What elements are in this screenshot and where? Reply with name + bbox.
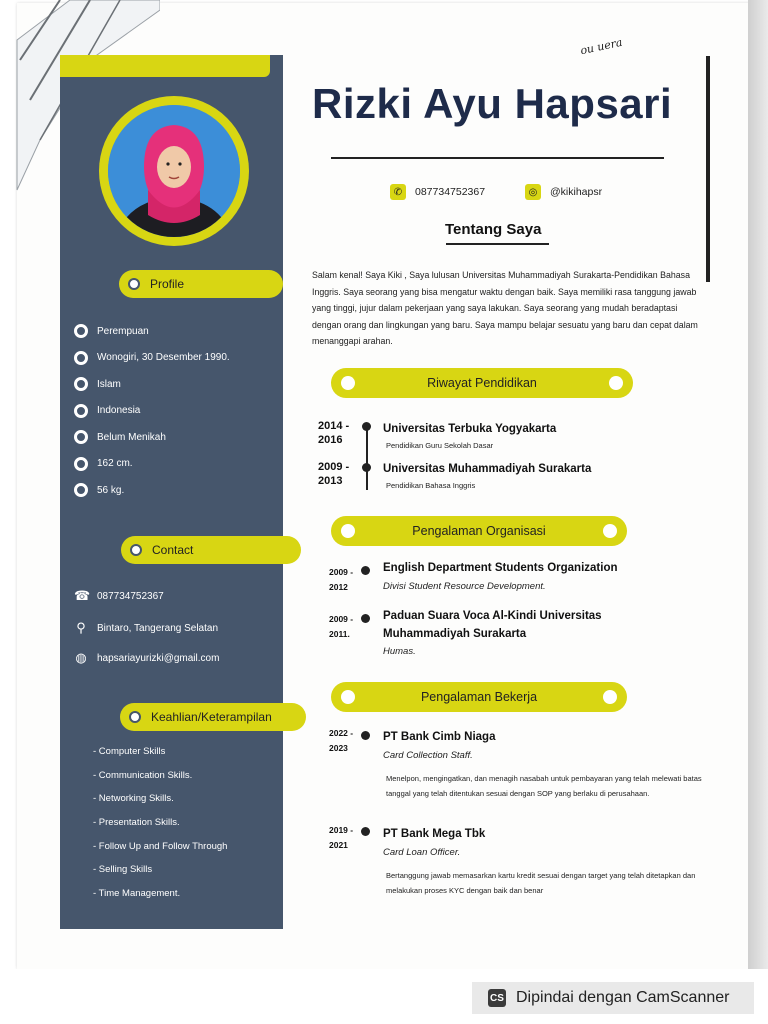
ring-bullet-icon: [74, 483, 88, 497]
about-text: Salam kenal! Saya Kiki , Saya lulusan Universitas Muhammadiyah Surakarta-Pendidikan Bahasa Inggris. Saya seorang yang bisa mengatur waktu dengan baik. Saya memiliki rasa tanggung jawab yang tinggi, jujur dalam pekerjaan yang saya lakukan. Saya seorang yang mudah beradaptasi dengan orang dan lingkungan yang baru. Saya mampu belajar sesuatu yang baru dan cepat dalam menanggapi arahan.: [312, 270, 698, 346]
education-year: 2009 - 2013: [318, 461, 350, 487]
profile-item: Islam: [74, 371, 230, 398]
timeline-dot: [361, 614, 370, 623]
education-major: Pendidikan Guru Sekolah Dasar: [386, 441, 494, 450]
skill-item: - Selling Skills: [93, 864, 153, 876]
ring-bullet-icon: [74, 457, 88, 471]
circle-icon: [609, 376, 623, 390]
circle-icon: [341, 690, 355, 704]
work-title: Pengalaman Bekerja: [420, 690, 538, 704]
contact-section-header: [121, 536, 301, 564]
contact-label: Contact: [152, 543, 194, 557]
page-edge-shadow: [748, 0, 768, 970]
skill-item: - Time Management.: [93, 888, 181, 900]
ring-bullet-icon: [74, 377, 88, 391]
contact-address-row: [74, 620, 218, 636]
scanner-text: Dipindai dengan CamScanner: [516, 989, 730, 1006]
resume-name: Rizki Ayu Hapsari: [312, 80, 673, 127]
circle-icon: [130, 544, 142, 556]
location-pin-icon: ⚲: [76, 620, 86, 635]
profile-item: Belum Menikah: [74, 424, 230, 451]
skills-list: [93, 746, 227, 912]
ring-bullet-icon: [74, 430, 88, 444]
profile-item: Wonogiri, 30 Desember 1990.: [74, 345, 230, 372]
work-description: Menelpon, mengingatkan, dan menagih nasabah untuk pembayaran yang telah melewati batas tanggal yang telah ditentukan sesuai dengan SOP yang berlaku di perusahaan.: [386, 774, 702, 798]
work-description: Bertanggung jawab memasarkan kartu kredit sesuai dengan target yang telah ditetapkan dan melakukan proses KYC dengan baik dan benar: [386, 871, 696, 895]
work-year: 2019 - 2021: [329, 825, 354, 850]
skill-item: - Presentation Skills.: [93, 817, 180, 829]
skills-label: Keahlian/Keterampilan: [151, 710, 272, 724]
timeline-dot: [361, 731, 370, 740]
education-school: Universitas Terbuka Yogyakarta: [383, 423, 557, 435]
ring-bullet-icon: [74, 351, 88, 365]
sidebar-top-accent: [60, 55, 270, 77]
header-instagram: @kikihapsr: [550, 186, 603, 198]
social-phone: [390, 184, 485, 200]
whatsapp-icon: ✆: [390, 184, 406, 200]
contact-phone-row: [74, 588, 164, 604]
circle-icon: [341, 524, 355, 538]
organization-year: 2009 - 2011.: [329, 614, 354, 639]
ring-bullet-icon: [74, 404, 88, 418]
profile-item: 56 kg.: [74, 477, 230, 504]
timeline-dot: [361, 827, 370, 836]
skill-item: - Communication Skills.: [93, 769, 193, 781]
organization-name-continued: Muhammadiyah Surakarta: [383, 628, 527, 640]
profile-list: [74, 318, 230, 504]
work-company: PT Bank Mega Tbk: [383, 828, 486, 840]
ring-bullet-icon: [74, 324, 88, 338]
timeline-dot: [362, 463, 371, 472]
organization-banner: [331, 516, 627, 546]
education-banner: [331, 368, 633, 398]
name-divider: [331, 157, 664, 159]
timeline-dot: [362, 422, 371, 431]
about-title: Tentang Saya: [445, 221, 542, 238]
organization-role: Divisi Student Resource Development.: [383, 581, 546, 592]
work-year: 2022 - 2023: [329, 728, 354, 753]
organization-name: Paduan Suara Voca Al-Kindi Universitas: [383, 610, 602, 622]
header-right-bar: [706, 56, 710, 282]
contact-phone: 087734752367: [97, 590, 164, 602]
contact-email: hapsariayurizki@gmail.com: [97, 652, 220, 664]
organization-name: English Department Students Organization: [383, 562, 618, 574]
profile-label: Profile: [150, 277, 185, 291]
circle-icon: [603, 690, 617, 704]
education-timeline-line: [366, 424, 368, 490]
organization-year: 2009 - 2012: [329, 567, 354, 592]
handwritten-note: ou uera: [579, 35, 624, 58]
about-underline: [446, 243, 549, 245]
work-role: Card Loan Officer.: [383, 847, 461, 858]
timeline-dot: [361, 566, 370, 575]
profile-item: Indonesia: [74, 398, 230, 425]
profile-item: 162 cm.: [74, 451, 230, 478]
header-phone: 087734752367: [415, 186, 486, 198]
profile-section-header: [119, 270, 283, 298]
skills-section-header: [120, 703, 306, 731]
organization-role: Humas.: [383, 646, 416, 657]
contact-email-row: [74, 650, 219, 666]
globe-icon: ◍: [75, 650, 87, 665]
work-role: Card Collection Staff.: [383, 750, 473, 761]
skill-item: - Follow Up and Follow Through: [93, 840, 228, 852]
circle-icon: [341, 376, 355, 390]
work-banner: [331, 682, 627, 712]
social-instagram: [525, 184, 602, 200]
instagram-icon: ◎: [525, 184, 541, 200]
skill-item: - Computer Skills: [93, 746, 166, 757]
circle-icon: [603, 524, 617, 538]
profile-item: Perempuan: [74, 318, 230, 345]
organization-title: Pengalaman Organisasi: [412, 524, 546, 538]
circle-icon: [128, 278, 140, 290]
education-title: Riwayat Pendidikan: [427, 376, 537, 390]
scanner-watermark: [472, 982, 754, 1014]
education-year: 2014 - 2016: [318, 420, 350, 446]
camscanner-logo-icon: CS: [488, 989, 506, 1007]
work-company: PT Bank Cimb Niaga: [383, 731, 496, 743]
skill-item: - Networking Skills.: [93, 793, 174, 805]
education-school: Universitas Muhammadiyah Surakarta: [383, 463, 592, 475]
education-major: Pendidikan Bahasa Inggris: [386, 481, 476, 490]
profile-photo: [108, 105, 240, 237]
contact-address: Bintaro, Tangerang Selatan: [97, 622, 219, 634]
phone-icon: ☎: [74, 588, 91, 603]
circle-icon: [129, 711, 141, 723]
